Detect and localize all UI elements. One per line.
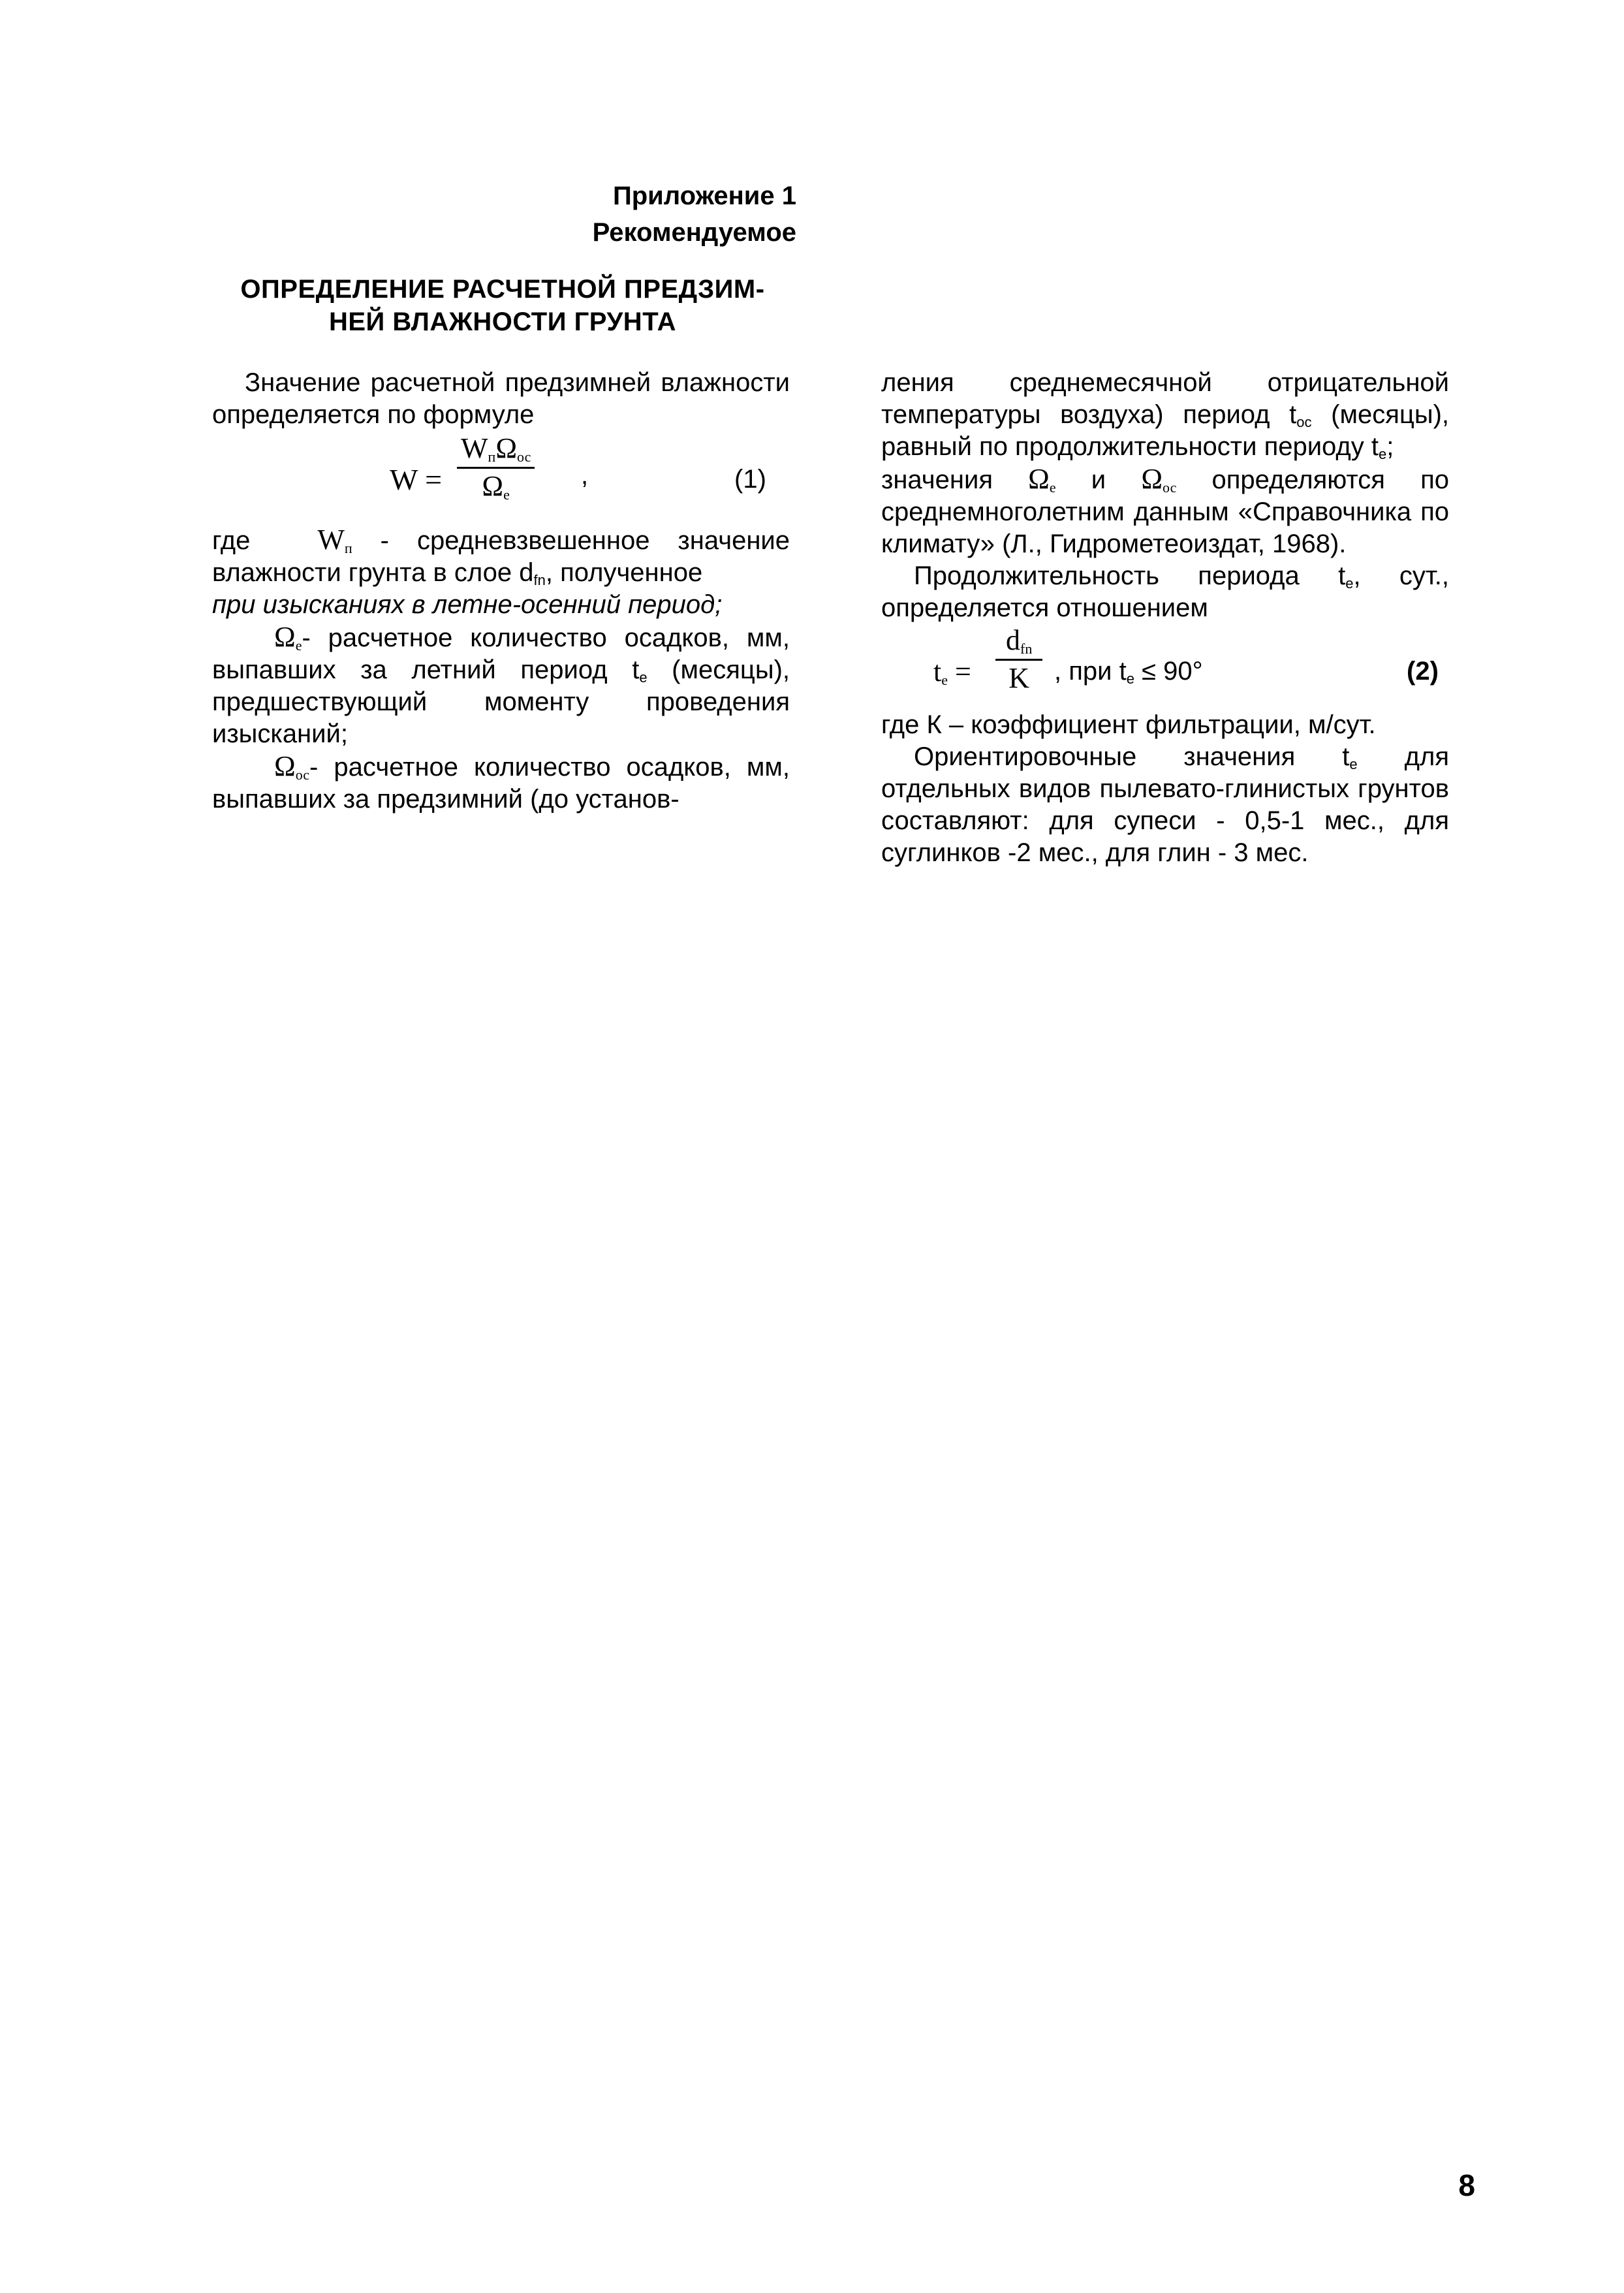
appendix-number: Приложение 1 xyxy=(613,182,796,210)
continuation-paragraph: ления среднемесячной отрицательной температуры воздуха) период $t_{ос}$ (месяцы), равный по продолжительности периоду $t_е$; xyxy=(881,368,1449,462)
formula-1-denominator: $\Omega_е$ xyxy=(482,470,510,503)
left-column: Значение расчетной предзимней влажности определяется по формуле W = $W_п\Omega_{ос}$ $\Omega_е$ , (1) где $W_п$ - средневзвешенное значение влажности грунта в слое $d_{fn}$, полученное при изысканиях в летне-осенний период; $\Omega_е-$ расчетное количество осадков, мм, выпавших за летний период $t_е$ (месяцы), предшествующий моменту проведения изысканий; $\Omega_{ос}-$ расчетное количество осадков, мм, выпавших за предзимний (до установ- xyxy=(212,367,790,815)
formula-1-lhs: W = xyxy=(390,463,443,496)
formula-1 xyxy=(212,431,790,524)
definition-w: где $W_п$ - средневзвешенное значение xyxy=(212,524,790,556)
duration-paragraph: Продолжительность периода $t_е$, сут., определяется отношением xyxy=(881,561,1450,622)
formula-2-denominator: K xyxy=(1008,662,1030,694)
title-line-1: ОПРЕДЕЛЕНИЕ РАСЧЕТНОЙ ПРЕДЗИМ- xyxy=(240,275,765,304)
formula-2-fraction xyxy=(995,624,1042,694)
formula-2-numerator: $d_{fn}$ xyxy=(995,624,1042,661)
formula-2 xyxy=(881,624,1449,709)
section-title xyxy=(209,273,796,338)
appendix-status: Рекомендуемое xyxy=(592,218,796,247)
values-paragraph: значения $\Omega_е$ и $\Omega_{ос}$ определяются по среднемноголетним данным «Справочника по климату» (Л., Гидрометеоиздат, 1968). xyxy=(881,463,1449,558)
right-column xyxy=(881,367,1449,869)
formula-1-fraction xyxy=(457,432,535,502)
definition-w-italic: при изысканиях в летне-осенний период; xyxy=(212,590,723,619)
definition-omega-e: $\Omega_е-$ расчетное количество осадков, мм, выпавших за летний период $t_е$ (месяцы), предшествующий моменту проведения изысканий; xyxy=(212,621,790,748)
page-number: 8 xyxy=(1458,2168,1475,2202)
appendix-header xyxy=(457,178,796,251)
intro-paragraph: Значение расчетной предзимней влажности определяется по формуле xyxy=(212,368,790,429)
k-definition: где К – коэффициент фильтрации, м/сут. xyxy=(881,710,1376,739)
formula-2-condition: , при $t_е \le 90^\circ$ xyxy=(1054,657,1203,687)
definition-omega-oc: $\Omega_{ос}-$ расчетное количество осадков, мм, выпавших за предзимний (до установ- xyxy=(212,750,790,814)
formula-1-comma: , xyxy=(581,461,589,490)
formula-1-numerator: $W_п\Omega_{ос}$ xyxy=(457,432,535,469)
formula-2-lhs: $t_е$ = xyxy=(933,656,971,688)
formula-1-number: (1) xyxy=(734,465,766,494)
title-line-2: НЕЙ ВЛАЖНОСТИ ГРУНТА xyxy=(328,308,676,336)
formula-2-number: (2) xyxy=(1407,657,1439,686)
approx-values-paragraph: Ориентировочные значения $t_е$ для отдельных видов пылевато-глинистых грунтов составляют: для супеси - 0,5-1 мес., для суглинков -2 мес., для глин - 3 мес. xyxy=(881,742,1450,867)
